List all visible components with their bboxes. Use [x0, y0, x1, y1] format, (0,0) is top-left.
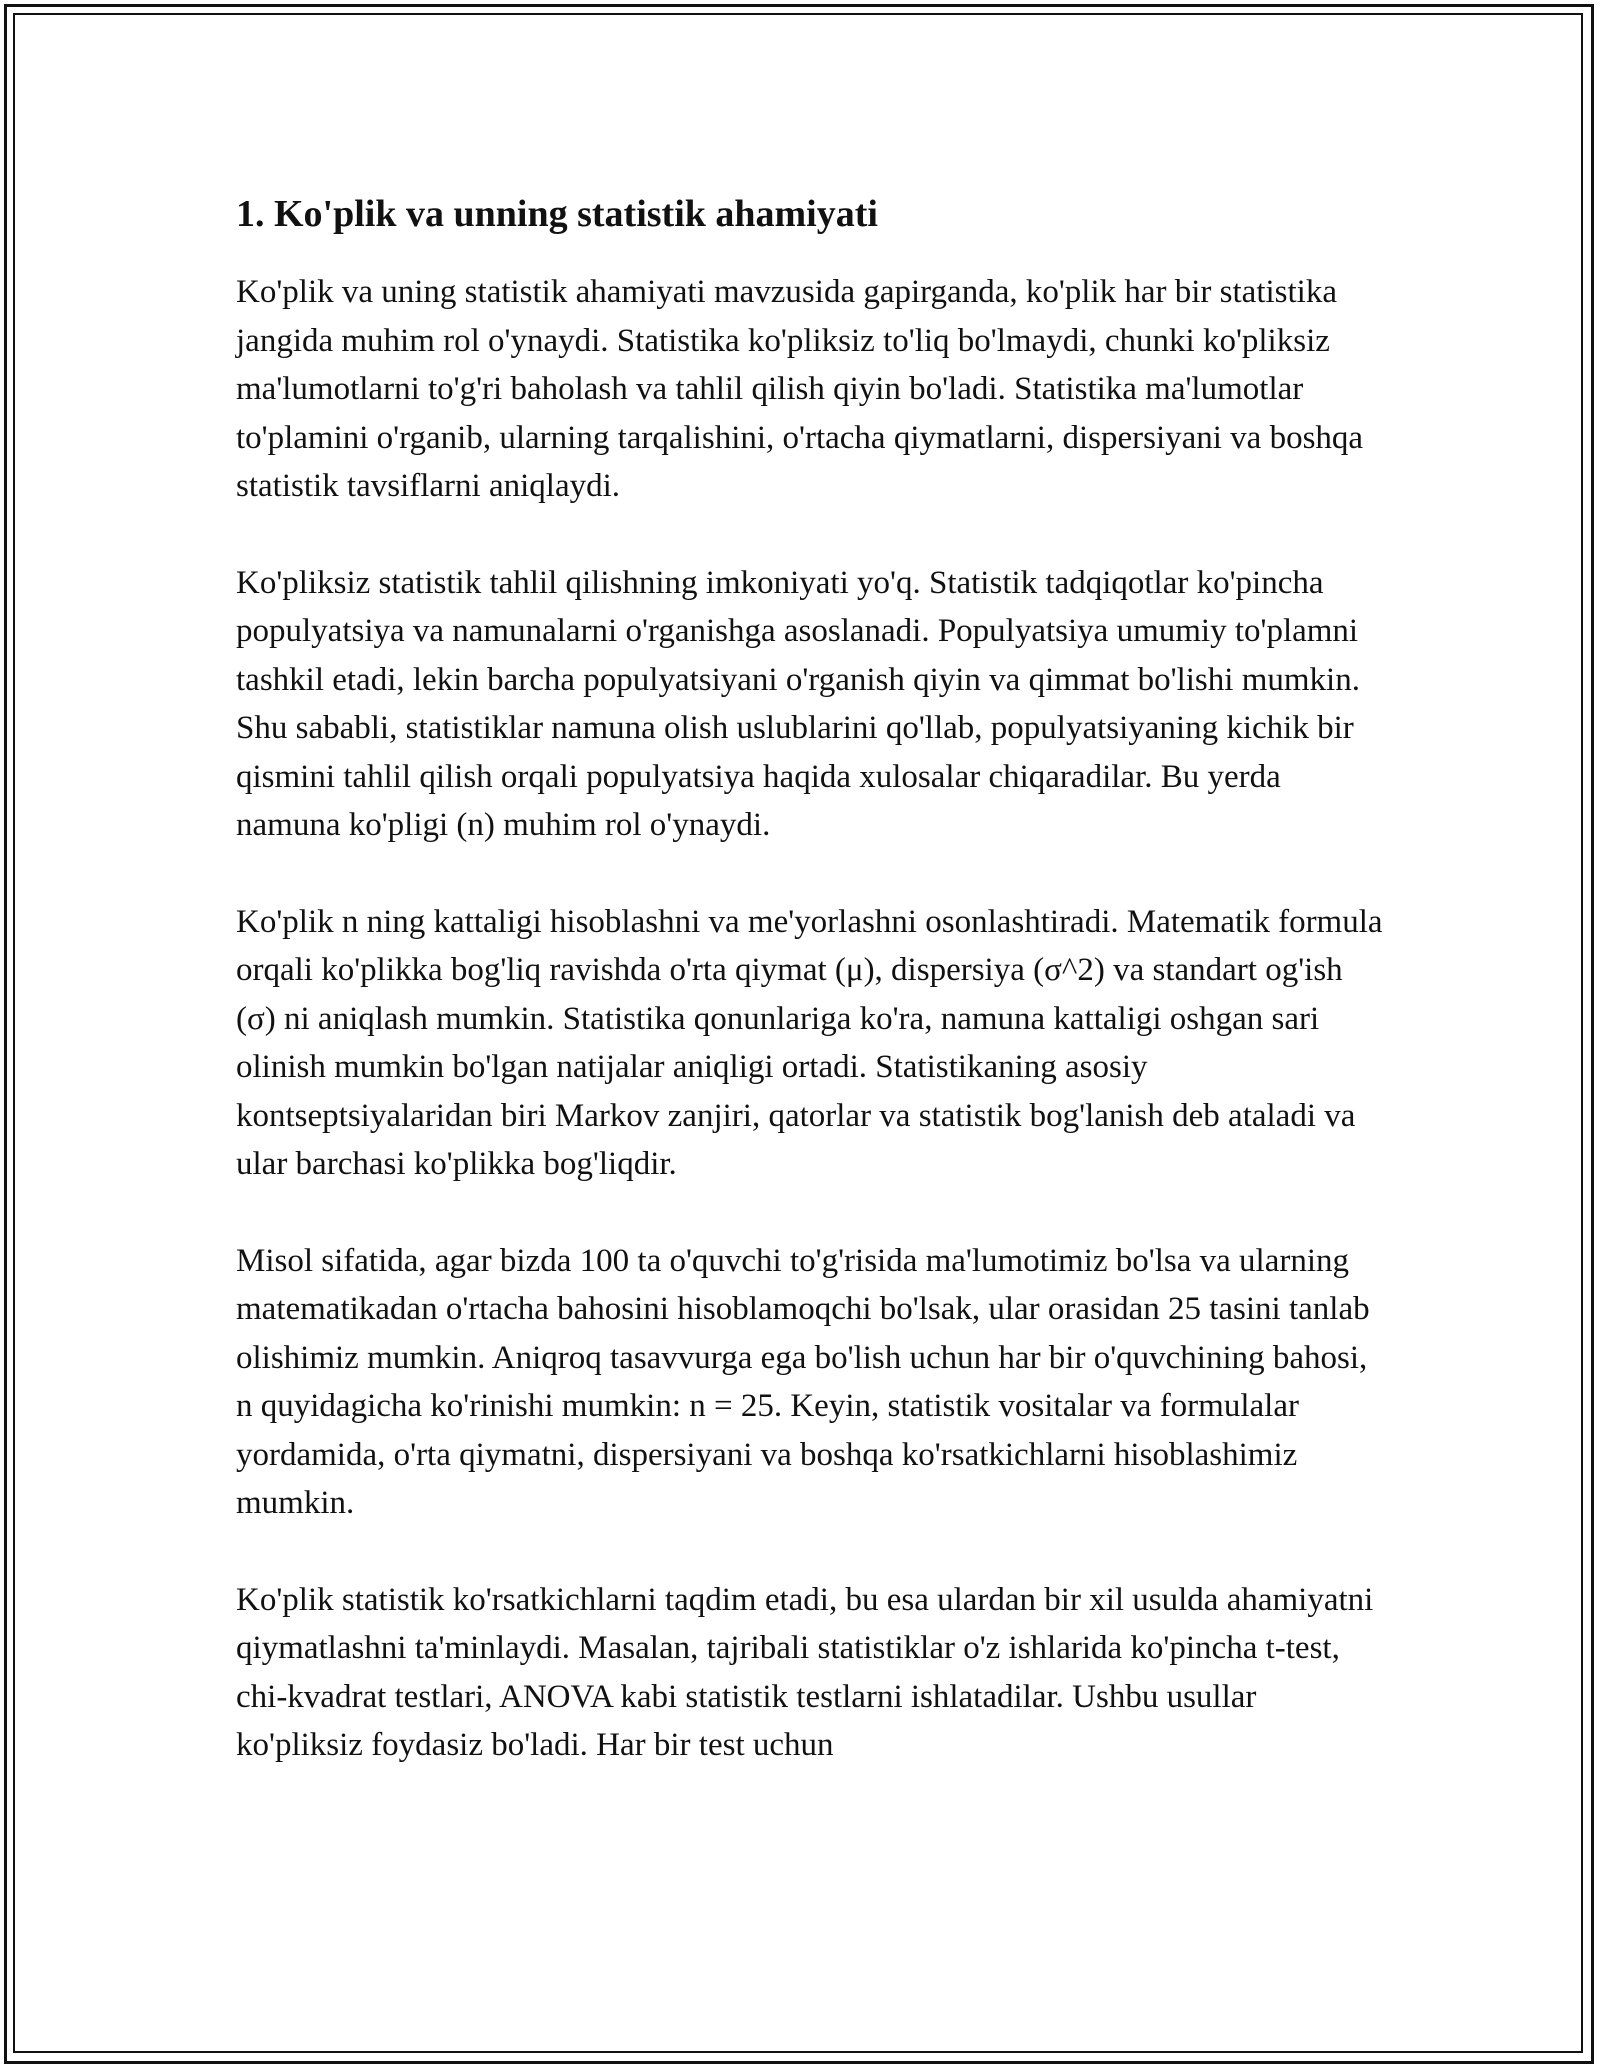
- paragraph-1: Ko'plik va uning statistik ahamiyati mavzusida gapirganda, ko'plik har bir statistika jangida muhim rol o'ynaydi. Statistika ko'pliksiz to'liq bo'lmaydi, chunki ko'pliksiz ma'lumotlarni to'g'ri baholash va tahlil qilish qiyin bo'ladi. Statistika ma'lumotlar to'plamini o'rganib, ularning tarqalishini, o'rtacha qiymatlarni, dispersiyani va boshqa statistik tavsiflarni aniqlaydi.: [236, 274, 1364, 504]
- paragraph-3: Ko'plik n ning kattaligi hisoblashni va me'yorlashni osonlashtiradi. Matematik formula orqali ko'plikka bog'liq ravishda o'rta qiymat (μ), dispersiya (σ^2) va standart og'ish (σ) ni aniqlash mumkin. Statistika qonunlariga ko'ra, namuna kattaligi oshgan sari olinish mumkin bo'lgan natijalar aniqligi ortadi. Statistikaning asosiy kontseptsiyalaridan biri Markov zanjiri, qatorlar va statistik bog'lanish deb ataladi va ular barchasi ko'plikka bog'liqdir.: [236, 903, 1383, 1182]
- section-heading: 1. Ko'plik va unning statistik ahamiyati: [236, 193, 878, 235]
- document-body: [236, 186, 1386, 1818]
- paragraph-5: Ko'plik statistik ko'rsatkichlarni taqdim etadi, bu esa ulardan bir xil usulda ahamiyatni qiymatlashni ta'minlaydi. Masalan, tajribali statistiklar o'z ishlarida ko'pincha t-test, chi-kvadrat testlari, ANOVA kabi statistik testlarni ishlatadilar. Ushbu usullar ko'pliksiz foydasiz bo'ladi. Har bir test uchun: [236, 1581, 1374, 1763]
- paragraph-2: Ko'pliksiz statistik tahlil qilishning imkoniyati yo'q. Statistik tadqiqotlar ko'pincha populyatsiya va namunalarni o'rganishga asoslanadi. Populyatsiya umumiy to'plamni tashkil etadi, lekin barcha populyatsiyani o'rganish qiyin va qimmat bo'lishi mumkin. Shu sababli, statistiklar namuna olish uslublarini qo'llab, populyatsiyaning kichik bir qismini tahlil qilish orqali populyatsiya haqida xulosalar chiqaradilar. Bu yerda namuna ko'pligi (n) muhim rol o'ynaydi.: [236, 564, 1360, 843]
- paragraph-4: Misol sifatida, agar bizda 100 ta o'quvchi to'g'risida ma'lumotimiz bo'lsa va ularning matematikadan o'rtacha bahosini hisoblamoqchi bo'lsak, ular orasidan 25 tasini tanlab olishimiz mumkin. Aniqroq tasavvurga ega bo'lish uchun har bir o'quvchining bahosi, n quyidagicha ko'rinishi mumkin: n = 25. Keyin, statistik vositalar va formulalar yordamida, o'rta qiymatni, dispersiyani va boshqa ko'rsatkichlarni hisoblashimiz mumkin.: [236, 1242, 1370, 1521]
